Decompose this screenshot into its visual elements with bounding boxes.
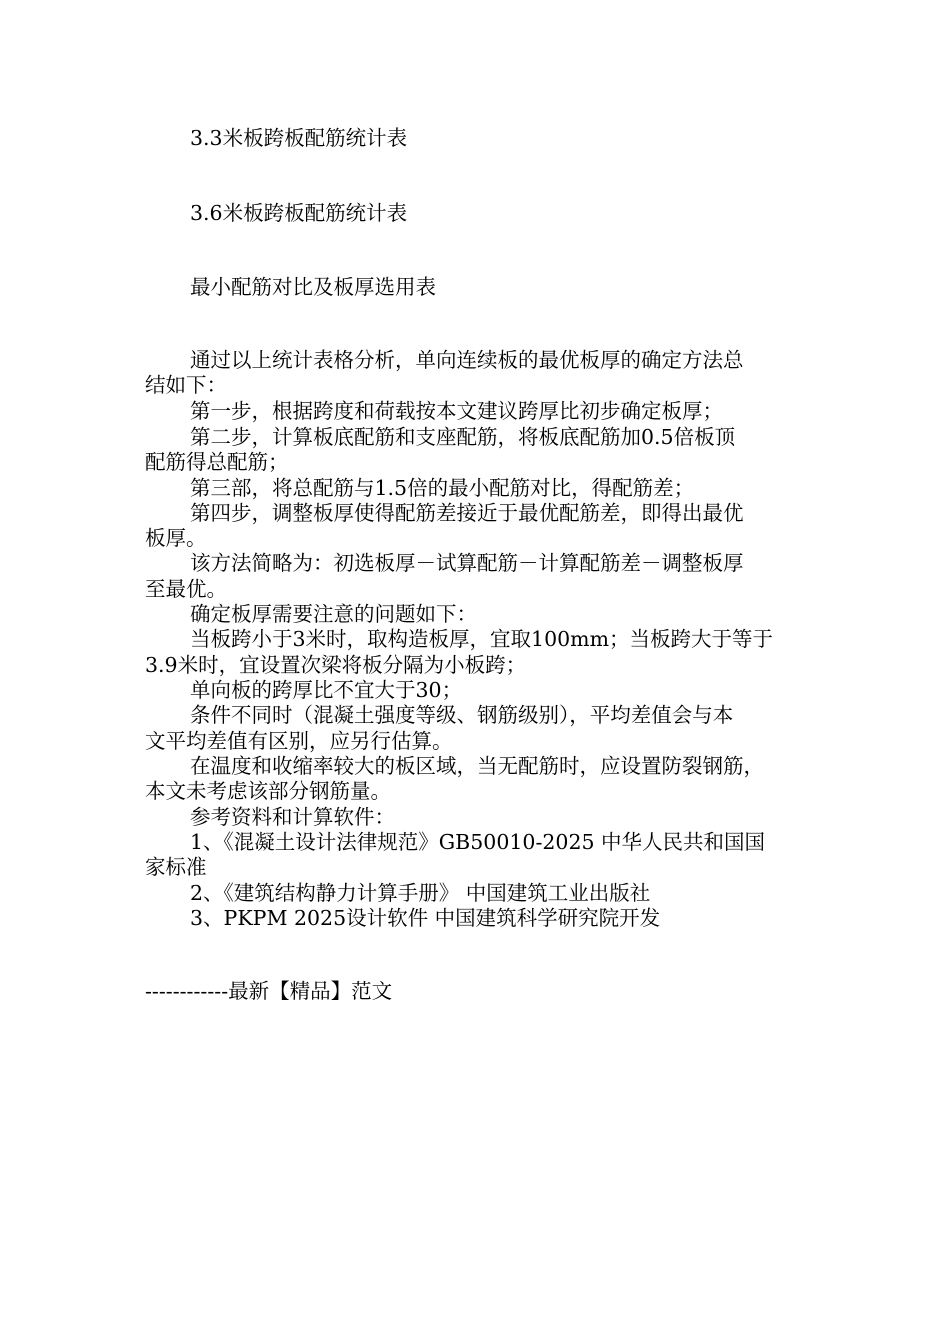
- body-line: 3.9米时，宜设置次梁将板分隔为小板跨；: [145, 653, 527, 677]
- reference-item: 2、《建筑结构静力计算手册》 中国建筑工业出版社: [190, 881, 651, 905]
- heading-table-3-6: 3.6米板跨板配筋统计表: [190, 201, 408, 225]
- body-line: 结如下：: [145, 373, 227, 397]
- body-line: 板厚。: [145, 526, 207, 550]
- footer-text: ------------最新【精品】范文: [145, 979, 393, 1003]
- body-line: 该方法简略为：初选板厚－试算配筋－计算配筋差－调整板厚: [190, 551, 744, 575]
- body-line: 配筋得总配筋；: [145, 450, 289, 474]
- heading-min-reinforcement: 最小配筋对比及板厚选用表: [190, 275, 436, 299]
- body-line: 第二步，计算板底配筋和支座配筋，将板底配筋加0.5倍板顶: [190, 425, 736, 449]
- body-line: 通过以上统计表格分析，单向连续板的最优板厚的确定方法总: [190, 348, 744, 372]
- body-line: 在温度和收缩率较大的板区域，当无配筋时，应设置防裂钢筋，: [190, 754, 764, 778]
- body-line: 单向板的跨厚比不宜大于30；: [190, 678, 463, 702]
- body-line: 确定板厚需要注意的问题如下：: [190, 602, 477, 626]
- body-line: 至最优。: [145, 577, 227, 601]
- body-line: 参考资料和计算软件：: [190, 805, 395, 829]
- body-line: 当板跨小于3米时，取构造板厚，宜取100mm；当板跨大于等于: [190, 627, 774, 651]
- body-line: 文平均差值有区别，应另行估算。: [145, 729, 453, 753]
- body-line: 第三部，将总配筋与1.5倍的最小配筋对比，得配筋差；: [190, 476, 695, 500]
- reference-item: 3、PKPM 2025设计软件 中国建筑科学研究院开发: [190, 906, 661, 930]
- body-line: 条件不同时（混凝土强度等级、钢筋级别），平均差值会与本: [190, 703, 734, 727]
- reference-item-cont: 家标准: [145, 855, 207, 879]
- body-line: 第一步，根据跨度和荷载按本文建议跨厚比初步确定板厚；: [190, 399, 723, 423]
- reference-item: 1、《混凝土设计法律规范》GB50010-2025 中华人民共和国国: [190, 830, 766, 854]
- body-line: 本文未考虑该部分钢筋量。: [145, 779, 391, 803]
- heading-table-3-3: 3.3米板跨板配筋统计表: [190, 126, 408, 150]
- body-line: 第四步，调整板厚使得配筋差接近于最优配筋差，即得出最优: [190, 501, 744, 525]
